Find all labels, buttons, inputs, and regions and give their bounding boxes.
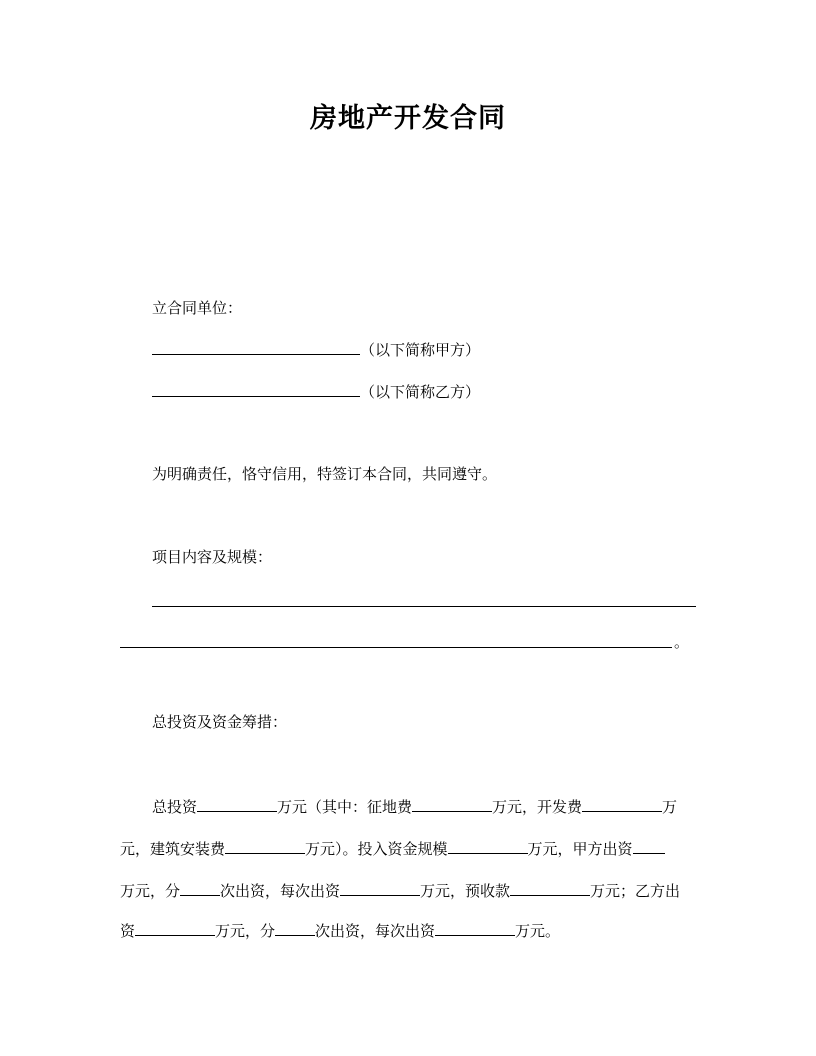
party-b-blank[interactable] [152,381,360,397]
construction-fee-blank[interactable] [225,838,305,854]
land-fee-blank[interactable] [412,796,492,812]
party-a-blank[interactable] [152,339,360,355]
project-period: 。 [674,633,690,651]
capital-scale-blank[interactable] [448,838,528,854]
party-b-line [152,381,480,402]
preamble: 为明确责任，恪守信用，特签订本合同，共同遵守。 [152,465,498,483]
party-b-contribution-blank[interactable] [135,920,215,936]
inv-text: 万元（其中：征地费 [277,798,413,816]
party-a-installments-blank[interactable] [180,880,220,896]
project-blank-line-1[interactable] [152,606,696,607]
party-a-line [152,339,480,360]
development-fee-blank[interactable] [582,796,662,812]
project-heading: 项目内容及规模： [152,548,273,566]
investment-line-4 [120,920,560,941]
inv-text: 万元，分 [120,882,181,900]
party-b-installments-blank[interactable] [275,920,315,936]
party-b-per-installment-blank[interactable] [435,920,515,936]
investment-heading: 总投资及资金筹措： [152,713,288,731]
inv-text: 万元，分 [215,922,276,940]
inv-text: 万元，甲方出资 [527,840,633,858]
investment-line-1 [152,796,677,817]
party-a-per-installment-blank[interactable] [340,880,420,896]
inv-text: 万元，开发费 [492,798,583,816]
inv-text: 万 [662,798,678,816]
inv-text: 万元；乙方出 [590,882,681,900]
party-b-suffix: （以下简称乙方） [360,383,481,401]
document-title: 房地产开发合同 [310,103,506,134]
inv-text: 万元，预收款 [420,882,511,900]
inv-text: 次出资，每次出资 [315,922,436,940]
inv-text: 总投资 [152,798,198,816]
party-heading: 立合同单位： [152,299,243,317]
party-a-suffix: （以下简称甲方） [360,341,481,359]
total-investment-blank[interactable] [197,796,277,812]
inv-text: 万元）。投入资金规模 [305,840,448,858]
inv-text: 元，建筑安装费 [120,840,226,858]
project-blank-line-2[interactable] [120,647,672,648]
investment-line-3 [120,880,680,901]
inv-text: 次出资，每次出资 [220,882,341,900]
investment-line-2 [120,838,665,859]
inv-text: 万元。 [515,922,561,940]
inv-text: 资 [120,922,136,940]
advance-payment-blank[interactable] [510,880,590,896]
party-a-contribution-blank[interactable] [633,838,665,854]
